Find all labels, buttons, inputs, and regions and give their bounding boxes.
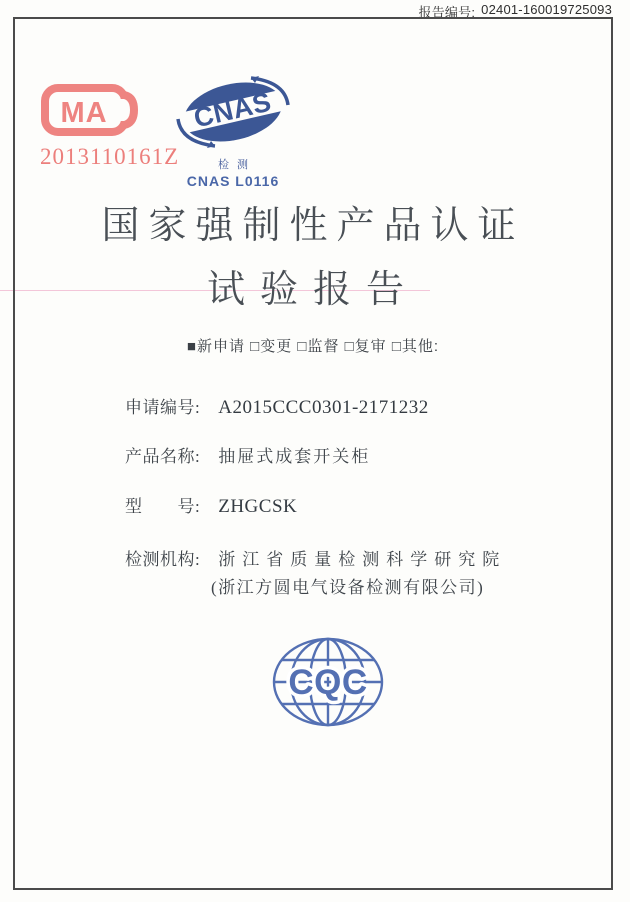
cnas-logo: [173, 75, 293, 189]
model-value: ZHGCSK: [218, 496, 298, 517]
title-line2: 试验报告: [206, 269, 419, 311]
document-frame: [13, 17, 613, 890]
application-number-label: 申请编号:: [125, 398, 201, 417]
cnas-caption-cn: 检测: [218, 159, 256, 171]
testing-body-value: 浙江省质量检测科学研究院: [218, 550, 507, 569]
cma-logo: [40, 83, 180, 170]
testing-body-alt-value: (浙江方圆电气设备检测有限公司): [211, 578, 485, 597]
report-number-value: 02401-160019725093: [481, 2, 612, 17]
title-line1: 国家强制性产品认证: [101, 205, 525, 247]
cnas-mark-icon: [175, 75, 291, 149]
form-row-testing-body-alt: [211, 573, 484, 598]
cma-accreditation-number: 2013110161Z: [40, 144, 180, 169]
cma-letters: MA: [60, 97, 108, 129]
product-name-value: 抽屉式成套开关柜: [218, 447, 371, 466]
application-number-value: A2015CCC0301-2171232: [218, 397, 429, 418]
cqc-logo: [255, 634, 401, 735]
cnas-caption-code: CNAS L0116: [186, 173, 280, 189]
cnas-letters: CNAS: [190, 86, 275, 134]
cma-mark-icon: [40, 83, 144, 137]
product-name-label: 产品名称:: [125, 447, 201, 466]
application-type-options: ■新申请 □变更 □监督 □复审 □其他:: [186, 338, 440, 355]
model-label: 型 号:: [125, 497, 201, 516]
form-row-model: [125, 492, 297, 518]
document-title: [15, 207, 611, 309]
cqc-globe-icon: [270, 634, 386, 730]
cqc-letters: CQC: [288, 663, 368, 702]
testing-body-label: 检测机构:: [125, 550, 201, 569]
form-row-application-number: [125, 393, 429, 419]
report-number-label: 报告编号:: [418, 5, 476, 20]
form-row-testing-body: [125, 545, 506, 570]
form-row-product-name: [125, 442, 370, 467]
